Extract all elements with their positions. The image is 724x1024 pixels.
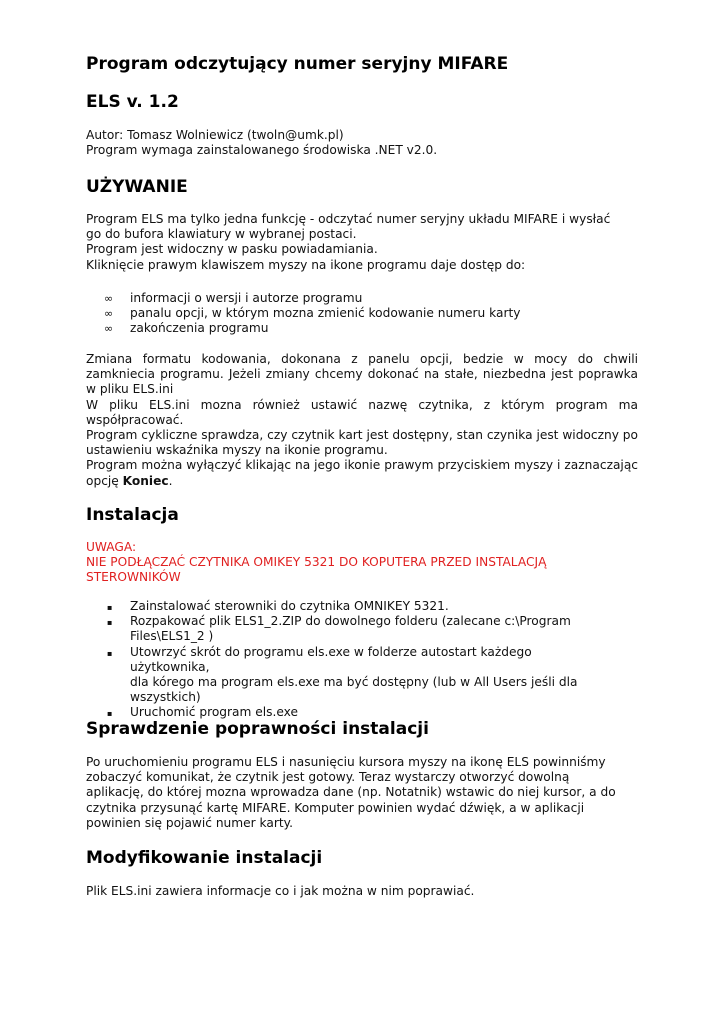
- usage-intro-line: Program jest widoczny w pasku powiadamiania.: [86, 242, 378, 257]
- author-block: [86, 128, 638, 158]
- check-line: aplikację, do której mozna wprowadza dane (np. Notatnik) wstawic do niej kursor, a do: [86, 785, 616, 800]
- paragraph-reader-name: W pliku ELS.ini mozna również ustawić nazwę czytnika, z którym program ma współpracować.: [86, 397, 638, 427]
- usage-paragraphs: [86, 352, 638, 489]
- list-item: ∞ panalu opcji, w którym mozna zmienić kodowanie numeru karty: [104, 306, 521, 321]
- install-warning: [86, 540, 638, 586]
- requirement-line: Program wymaga zainstalowanego środowiska .NET v2.0.: [86, 143, 438, 158]
- check-line: czytnika przysunąć kartę MIFARE. Komputer powinien wydać dźwięk, a w aplikacji: [86, 800, 585, 815]
- modify-heading: Modyfikowanie instalacji: [86, 848, 323, 868]
- list-item: ∞ informacji o wersji i autorze programu: [104, 291, 363, 305]
- square-bullet-icon: ▪: [107, 648, 113, 658]
- koniec-option: Koniec: [122, 473, 169, 488]
- paragraph-exit: Program można wyłączyć klikając na jego ikonie prawym przyciskiem myszy i zaznaczając opcję Koniec.: [86, 458, 638, 488]
- check-paragraph: [86, 755, 638, 831]
- check-heading: Sprawdzenie poprawności instalacji: [86, 719, 429, 739]
- usage-intro-line: Program ELS ma tylko jedna funkcję - odczytać numer seryjny układu MIFARE i wysłać: [86, 212, 611, 226]
- list-item: ▪ Zainstalować sterowniki do czytnika OMNIKEY 5321.: [86, 599, 606, 614]
- square-bullet-icon: ▪: [107, 618, 113, 628]
- version-heading: ELS v. 1.2: [86, 92, 179, 112]
- list-item: ▪ Utowrzyć skrót do programu els.exe w folderze autostart każdego użytkownika, dla kórego ma program els.exe ma być dostępny (lub w All Users jeśli dla wszystkich): [107, 644, 578, 705]
- usage-intro-line: Kliknięcie prawym klawiszem myszy na ikone programu daje dostęp do:: [86, 257, 526, 272]
- warning-line: NIE PODŁĄCZAĆ CZYTNIKA OMIKEY 5321 DO KOPUTERA PRZED INSTALACJĄ: [86, 555, 547, 570]
- paragraph-format: Zmiana formatu kodowania, dokonana z panelu opcji, bedzie w mocy do chwili zamkniecia programu. Jeżeli zmiany chcemy dokonać na stałe, niezbedna jest poprawka w pliku ELS.ini: [86, 352, 638, 397]
- usage-intro: [86, 212, 638, 273]
- check-line: powinien się pojawić numer karty.: [86, 815, 293, 830]
- paragraph-reader-check: Program cykliczne sprawdza, czy czytnik kart jest dostępny, stan czynika jest widoczny po ustawieniu wskaźnika myszy na ikonie programu.: [86, 428, 638, 458]
- warning-line: STEROWNIKÓW: [86, 570, 181, 585]
- infinity-bullet-icon: ∞: [104, 292, 114, 305]
- infinity-bullet-icon: ∞: [104, 322, 114, 336]
- document-title: Program odczytujący numer seryjny MIFARE: [86, 54, 509, 74]
- square-bullet-icon: ▪: [107, 709, 113, 719]
- usage-heading: UŻYWANIE: [86, 177, 188, 197]
- warning-label: UWAGA:: [86, 540, 137, 554]
- usage-intro-line: go do bufora klawiatury w wybranej postaci.: [86, 227, 357, 242]
- usage-menu-list: [86, 291, 606, 337]
- check-line: Po uruchomieniu programu ELS i nasunięciu kursora myszy na ikonę ELS powinniśmy: [86, 755, 606, 769]
- list-item: ▪ Rozpakować plik ELS1_2.ZIP do dowolnego folderu (zalecane c:\Program Files\ELS1_2 ): [107, 614, 571, 644]
- list-item: ▪ Uruchomić program els.exe: [86, 705, 606, 720]
- check-line: zobaczyć komunikat, że czytnik jest gotowy. Teraz wystarczy otworzyć dowolną: [86, 770, 570, 785]
- modify-paragraph: Plik ELS.ini zawiera informacje co i jak można w nim poprawiać.: [86, 884, 475, 898]
- square-bullet-icon: ▪: [107, 603, 113, 612]
- list-item: ∞ zakończenia programu: [104, 321, 269, 336]
- install-steps-list: [86, 599, 606, 721]
- infinity-bullet-icon: ∞: [104, 307, 114, 321]
- install-heading: Instalacja: [86, 505, 179, 525]
- author-line: Autor: Tomasz Wolniewicz (twoln@umk.pl): [86, 128, 344, 142]
